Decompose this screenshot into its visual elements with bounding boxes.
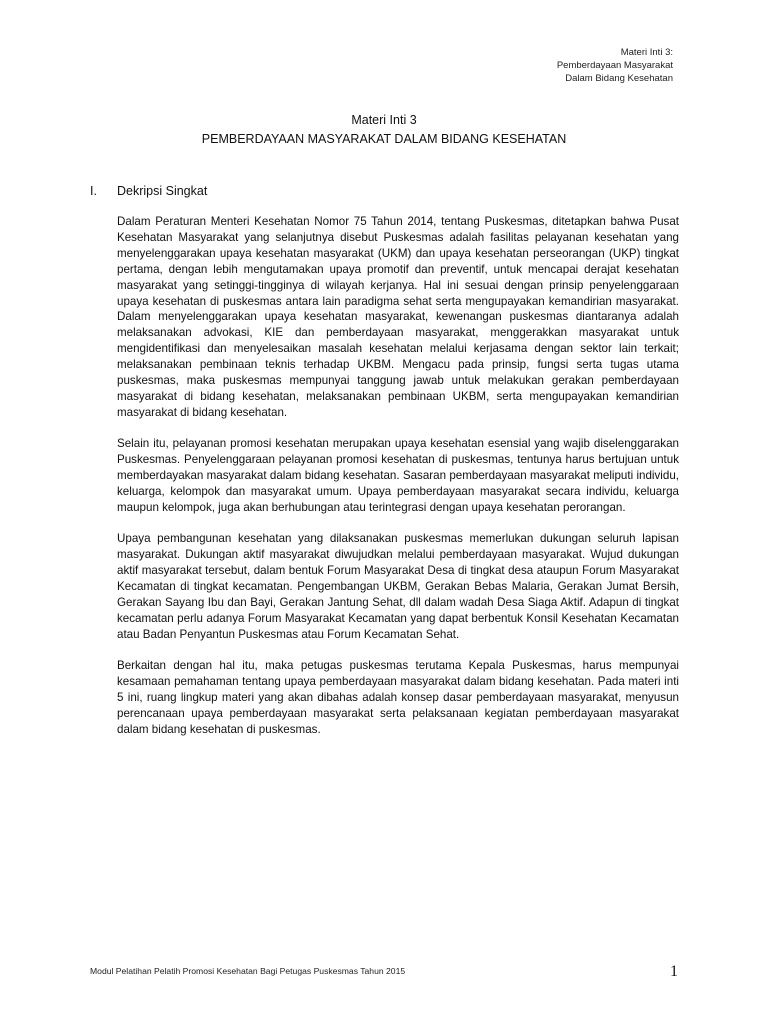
page-number: 1 [670, 963, 678, 980]
paragraph-4: Berkaitan dengan hal itu, maka petugas puskesmas terutama Kepala Puskesmas, harus mempunyai kesamaan pemahaman tentang upaya pemberdayaan masyarakat dalam bidang kesehatan. Pada materi inti 5 ini, ruang lingkup materi yang akan dibahas adalah konsep dasar pemberdayaan masyarakat, menyusun perencanaan upaya pemberdayaan masyarakat serta pelaksanaan kegiatan pemberdayaan masyarakat dalam bidang kesehatan di puskesmas. [117, 659, 679, 736]
paragraph-2: Selain itu, pelayanan promosi kesehatan merupakan upaya kesehatan esensial yang wajib diselenggarakan Puskesmas. Penyelenggaraan pelayanan promosi kesehatan di puskesmas, tentunya harus bertujuan untuk memberdayakan masyarakat dalam bidang kesehatan. Sasaran pemberdayaan masyarakat meliputi individu, keluarga, kelompok dan masyarakat umum. Upaya pemberdayaan masyarakat secara individu, keluarga maupun kelompok, juga akan berhubungan atau terintegrasi dengan upaya kesehatan perorangan. [117, 437, 679, 514]
section-title: Dekripsi Singkat [117, 184, 208, 198]
title-line-1: Materi Inti 3 [351, 113, 417, 127]
running-header [473, 46, 673, 85]
title-line-2: PEMBERDAYAAN MASYARAKAT DALAM BIDANG KESEHATAN [201, 132, 567, 146]
document-title [0, 111, 768, 149]
body-text [117, 214, 679, 753]
section-heading [90, 182, 207, 201]
running-header-line-1: Materi Inti 3: [620, 47, 673, 58]
running-header-line-3: Dalam Bidang Kesehatan [565, 73, 673, 84]
section-number: I. [90, 184, 97, 198]
running-header-line-2: Pemberdayaan Masyarakat [556, 60, 673, 71]
footer-note: Modul Pelatihan Pelatih Promosi Kesehatan Bagi Petugas Puskesmas Tahun 2015 [90, 966, 406, 976]
paragraph-1: Dalam Peraturan Menteri Kesehatan Nomor 75 Tahun 2014, tentang Puskesmas, ditetapkan bahwa Pusat Kesehatan Masyarakat yang selanjutnya disebut Puskesmas adalah fasilitas pelayanan kesehatan yang menyelenggarakan upaya kesehatan masyarakat (UKM) dan upaya kesehatan perseorangan (UKP) tingkat pertama, dengan lebih mengutamakan upaya promotif dan preventif, untuk mencapai derajat kesehatan masyarakat yang setinggi-tingginya di wilayah kerjanya. Hal ini sesuai dengan prinsip penyelenggaraan upaya kesehatan di puskesmas antara lain paradigma sehat serta mengupayakan kemandirian masyarakat. Dalam menyelenggarakan upaya kesehatan masyarakat, kewenangan puskesmas diantaranya adalah melaksanakan advokasi, KIE dan pemberdayaan masyarakat, menggerakkan masyarakat untuk mengidentifikasi dan menyelesaikan masalah kesehatan melalui kerjasama dengan sektor lain terkait; melaksanakan pembinaan teknis terhadap UKBM. Mengacu pada prinsip, fungsi serta tugas utama puskesmas, maka puskesmas mempunyai tanggung jawab untuk melakukan gerakan pemberdayaan masyarakat di bidang kesehatan, melaksanakan pembinaan UKBM, serta mengupayakan kemandirian masyarakat di bidang kesehatan. [117, 215, 679, 419]
paragraph-3: Upaya pembangunan kesehatan yang dilaksanakan puskesmas memerlukan dukungan seluruh lapisan masyarakat. Dukungan aktif masyarakat diwujudkan melalui pemberdayaan masyarakat. Wujud dukungan aktif masyarakat tersebut, dalam bentuk Forum Masyarakat Desa di tingkat desa ataupun Forum Masyarakat Kecamatan di tingkat kecamatan. Pengembangan UKBM, Gerakan Bebas Malaria, Gerakan Jumat Bersih, Gerakan Sayang Ibu dan Bayi, Gerakan Jantung Sehat, dll dalam wadah Desa Siaga Aktif. Adapun di tingkat kecamatan perlu adanya Forum Masyarakat Kecamatan yang dapat berbentuk Konsil Kesehatan Kecamatan atau Badan Penyantun Puskesmas atau Forum Kecamatan Sehat. [117, 532, 679, 641]
